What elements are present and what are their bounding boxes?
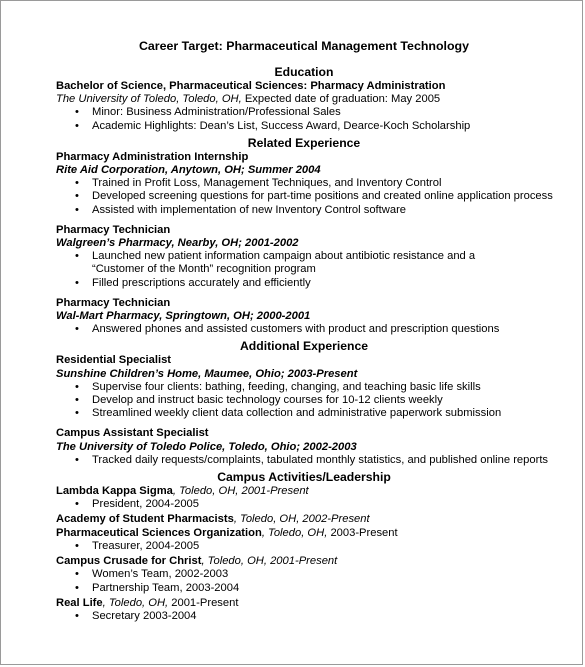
school-line — [56, 93, 552, 106]
job-bullets — [56, 250, 526, 290]
activity-bullets — [56, 540, 552, 553]
job-org: Rite Aid Corporation, Anytown, OH; Summer 2004 — [56, 164, 321, 177]
list-item: • Minor: Business Administration/Professional Sales — [56, 106, 552, 119]
activity-bullets — [56, 568, 552, 594]
activity-dates: 2001-Present — [171, 596, 239, 609]
list-item: • Supervise four clients: bathing, feeding, changing, and teaching basic life skills — [56, 381, 552, 394]
activity-place: , Toledo, OH, 2001-Present — [172, 485, 309, 498]
activity-org: Academy of Student Pharmacists — [56, 513, 234, 526]
job-org: Sunshine Children’s Home, Maumee, Ohio; 2003-Present — [56, 367, 358, 380]
list-item: • Women’s Team, 2002-2003 — [56, 568, 552, 581]
activity-line — [56, 527, 552, 540]
school-name: The University of Toledo, Toledo, OH, — [56, 93, 242, 106]
activity-line — [56, 597, 552, 610]
job-bullets — [56, 454, 552, 467]
list-item: • Develop and instruct basic technology courses for 10-12 clients weekly — [56, 394, 552, 407]
job-bullets — [56, 177, 552, 217]
list-item: • Streamlined weekly client data collection and administrative paperwork submission — [56, 407, 552, 420]
activity-place: , Toledo, OH, — [261, 526, 331, 539]
list-item: • Tracked daily requests/complaints, tabulated monthly statistics, and published online reports — [56, 454, 552, 467]
activity-dates: 2003-Present — [330, 526, 398, 539]
activity-org: Lambda Kappa Sigma — [56, 485, 173, 498]
activity-line — [56, 485, 552, 498]
job-title: Pharmacy Administration Internship — [56, 150, 249, 163]
list-item: • Secretary 2003-2004 — [56, 610, 552, 623]
activity-bullets — [56, 498, 552, 511]
related-experience-heading: Related Experience — [247, 135, 361, 150]
list-item: • Academic Highlights: Dean’s List, Success Award, Dearce-Koch Scholarship — [56, 120, 552, 133]
list-item: • Filled prescriptions accurately and efficiently — [56, 277, 526, 290]
activity-org: Real Life — [56, 596, 103, 609]
list-item: • Answered phones and assisted customers with product and prescription questions — [56, 323, 552, 336]
list-item: • Treasurer, 2004-2005 — [56, 540, 552, 553]
education-heading: Education — [274, 65, 334, 79]
job-org: The University of Toledo Police, Toledo, Ohio; 2002-2003 — [56, 440, 357, 453]
degree: Bachelor of Science, Pharmaceutical Sciences: Pharmacy Administration — [56, 80, 446, 92]
list-item: • Partnership Team, 2003-2004 — [56, 582, 552, 595]
list-item: • President, 2004-2005 — [56, 498, 552, 511]
activity-place: , Toledo, OH, 2002-Present — [233, 513, 370, 526]
job-bullets — [56, 381, 552, 421]
activity-place: , Toledo, OH, — [102, 596, 172, 609]
job-title: Residential Specialist — [56, 354, 172, 367]
activity-org: Campus Crusade for Christ — [56, 555, 202, 568]
job-title: Campus Assistant Specialist — [56, 427, 209, 440]
job-org: Walgreen’s Pharmacy, Nearby, OH; 2001-2002 — [56, 237, 299, 250]
education-bullets — [56, 106, 552, 132]
graduation-date: Expected date of graduation: May 2005 — [241, 93, 441, 106]
list-item: • Assisted with implementation of new Inventory Control software — [56, 204, 552, 217]
activity-place: , Toledo, OH, 2001-Present — [201, 555, 338, 568]
list-item: • Trained in Profit Loss, Management Techniques, and Inventory Control — [56, 177, 552, 190]
list-item: • Developed screening questions for part-time positions and created online application process — [56, 190, 552, 203]
job-title: Pharmacy Technician — [56, 223, 171, 236]
additional-experience-heading: Additional Experience — [240, 339, 368, 354]
job-org: Wal-Mart Pharmacy, Springtown, OH; 2000-2001 — [56, 310, 311, 323]
activity-line — [56, 513, 552, 526]
activity-line — [56, 555, 552, 568]
campus-activities-heading: Campus Activities/Leadership — [217, 470, 391, 485]
activity-bullets — [56, 610, 552, 623]
job-bullets — [56, 323, 552, 336]
list-item: • Launched new patient information campaign about antibiotic resistance and a “Customer of the Month” recognition program — [56, 250, 526, 276]
activity-org: Pharmaceutical Sciences Organization — [56, 526, 262, 539]
career-target-title: Career Target: Pharmaceutical Management Technology — [138, 39, 470, 53]
job-title: Pharmacy Technician — [56, 296, 171, 309]
